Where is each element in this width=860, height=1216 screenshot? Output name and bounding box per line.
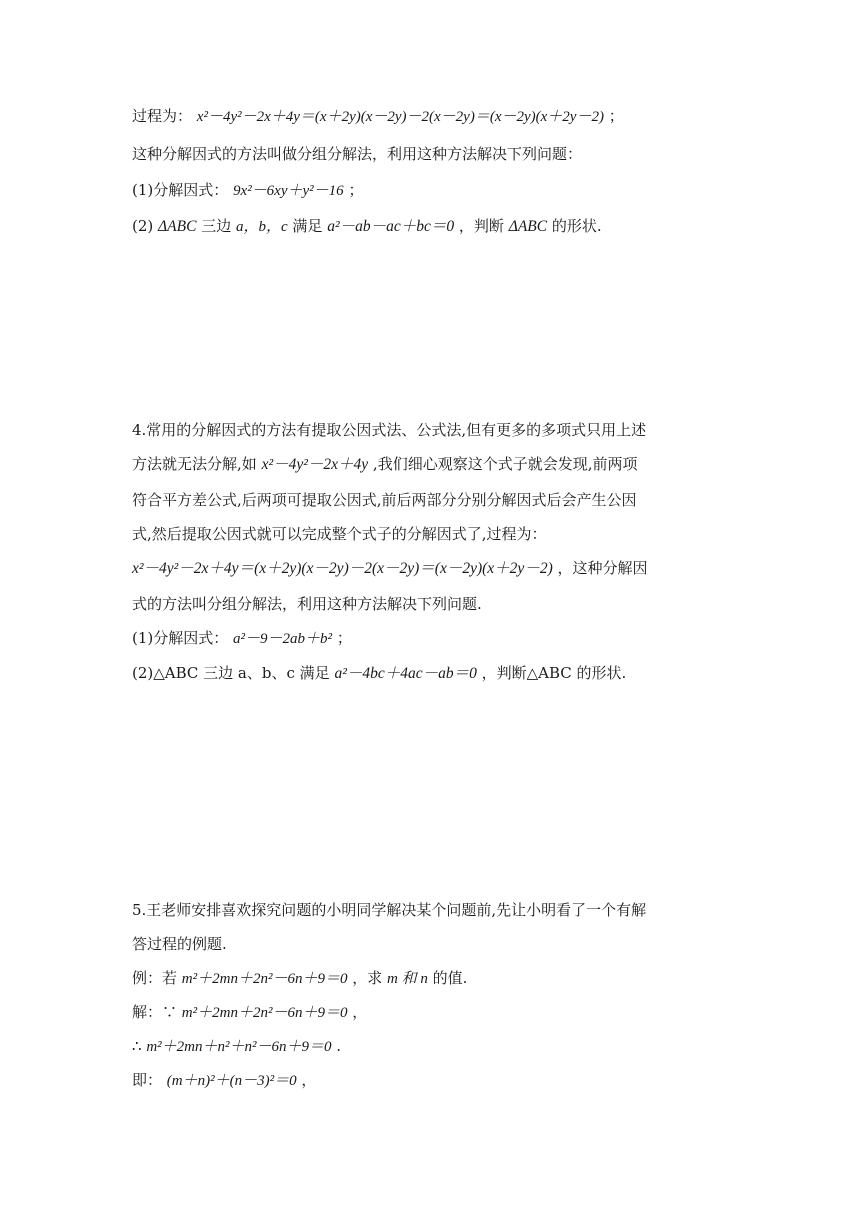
q4-condition: a²－4bc＋4ac－ab＝0 bbox=[334, 665, 477, 682]
q5-solution-1 bbox=[132, 1000, 740, 1025]
q3-part-2 bbox=[132, 214, 740, 239]
q4-expression: x²－4y²－2x＋4y bbox=[261, 456, 369, 473]
q4-line-2-prefix: 方法就无法分解,如 bbox=[132, 455, 257, 473]
q4-factor-chain: x²－4y²－2x＋4y＝(x＋2y)(x－2y)－2(x－2y)＝(x－2y)(x＋2y－2) bbox=[132, 560, 553, 577]
q5-example bbox=[132, 966, 740, 991]
q3-part-1-tail: ； bbox=[348, 181, 364, 199]
q3-factor-chain: x²－4y²－2x＋4y＝(x＋2y)(x－2y)－2(x－2y)＝(x－2y)(x＋2y－2) bbox=[196, 109, 604, 125]
q3-part-2-mid3: ，判断 bbox=[458, 217, 504, 235]
q4-part-1-expression: a²－9－2ab＋b² bbox=[233, 631, 333, 647]
q4-part-2-prefix: (2)△ABC 三边 a、b、c 满足 bbox=[132, 664, 330, 682]
q5-solution-3-equation: (m＋n)²＋(n－3)²＝0 bbox=[166, 1073, 297, 1089]
q3-part-2-tail: 的形状. bbox=[551, 217, 602, 235]
q4-part-1 bbox=[132, 626, 740, 651]
q5-solution-2-prefix: ∴ bbox=[132, 1037, 142, 1055]
q4-line-5 bbox=[132, 556, 740, 581]
q5-solution-3 bbox=[132, 1068, 740, 1093]
q5-solution-1-tail: ， bbox=[352, 1003, 368, 1021]
q5-solution-2-tail: . bbox=[336, 1037, 342, 1055]
q4-line-2-tail: ,我们细心观察这个式子就会发现,前两项 bbox=[372, 455, 638, 473]
q5-line-2: 答过程的例题. bbox=[132, 935, 227, 953]
q5-solution-2 bbox=[132, 1034, 740, 1059]
q4-line-6: 式的方法叫分组分解法，利用这种方法解决下列问题. bbox=[132, 595, 482, 613]
q3-triangle-label: ΔABC bbox=[158, 218, 197, 235]
q3-part-1-prefix: (1)分解因式： bbox=[132, 181, 229, 199]
q4-line-1: 4.常用的分解因式的方法有提取公因式法、公式法,但有更多的多项式只用上述 bbox=[132, 421, 647, 439]
q3-part-2-prefix: (2) bbox=[132, 217, 154, 235]
q3-line-1-prefix: 过程为： bbox=[132, 107, 193, 125]
q4-part-2 bbox=[132, 661, 740, 686]
q4-line-3: 符合平方差公式,后两项可提取公因式,前后两部分分别分解因式后会产生公因 bbox=[132, 491, 637, 509]
q4-line-5-tail: ，这种分解因 bbox=[557, 559, 648, 577]
q3-triangle-label-2: ΔABC bbox=[508, 218, 548, 235]
q5-example-mid: ，求 bbox=[352, 969, 388, 987]
q3-part-2-mid2: 满足 bbox=[292, 217, 323, 235]
q5-line-1: 5.王老师安排喜欢探究问题的小明同学解决某个问题前,先让小明看了一个有解 bbox=[132, 901, 647, 919]
q3-line-1-tail: ； bbox=[608, 107, 624, 125]
q5-example-tail: 的值. bbox=[432, 969, 468, 987]
q3-line-2: 这种分解因式的方法叫做分组分解法，利用这种方法解决下列问题： bbox=[132, 145, 583, 163]
q3-part-1-expression: 9x²－6xy＋y²－16 bbox=[233, 183, 344, 199]
q3-part-2-mid1: 三边 bbox=[201, 217, 236, 235]
q4-part-1-prefix: (1)分解因式： bbox=[132, 629, 229, 647]
q3-line-1 bbox=[132, 104, 740, 129]
q5-example-equation: m²＋2mn＋2n²－6n＋9＝0 bbox=[181, 971, 348, 987]
q3-condition: a²－ab－ac＋bc＝0 bbox=[327, 218, 455, 235]
q5-solution-2-equation: m²＋2mn＋n²＋n²－6n＋9＝0 bbox=[146, 1039, 332, 1055]
q4-part-2-tail: ，判断△ABC 的形状. bbox=[481, 664, 627, 682]
q3-sides: a，b，c bbox=[235, 219, 288, 235]
q5-solution-1-equation: m²＋2mn＋2n²－6n＋9＝0 bbox=[181, 1005, 348, 1021]
q5-variables: m 和 n bbox=[387, 971, 428, 987]
q4-line-2 bbox=[132, 452, 740, 477]
q5-solution-3-tail: ， bbox=[301, 1071, 317, 1089]
q4-line-4: 式,然后提取公因式就可以完成整个式子的分解因式了,过程为： bbox=[132, 525, 547, 543]
q4-part-1-tail: ； bbox=[336, 629, 352, 647]
q3-part-1 bbox=[132, 178, 740, 203]
q5-solution-3-prefix: 即： bbox=[132, 1071, 163, 1089]
q5-example-prefix: 例：若 bbox=[132, 969, 182, 987]
q5-solution-1-prefix: 解：∵ bbox=[132, 1003, 178, 1021]
